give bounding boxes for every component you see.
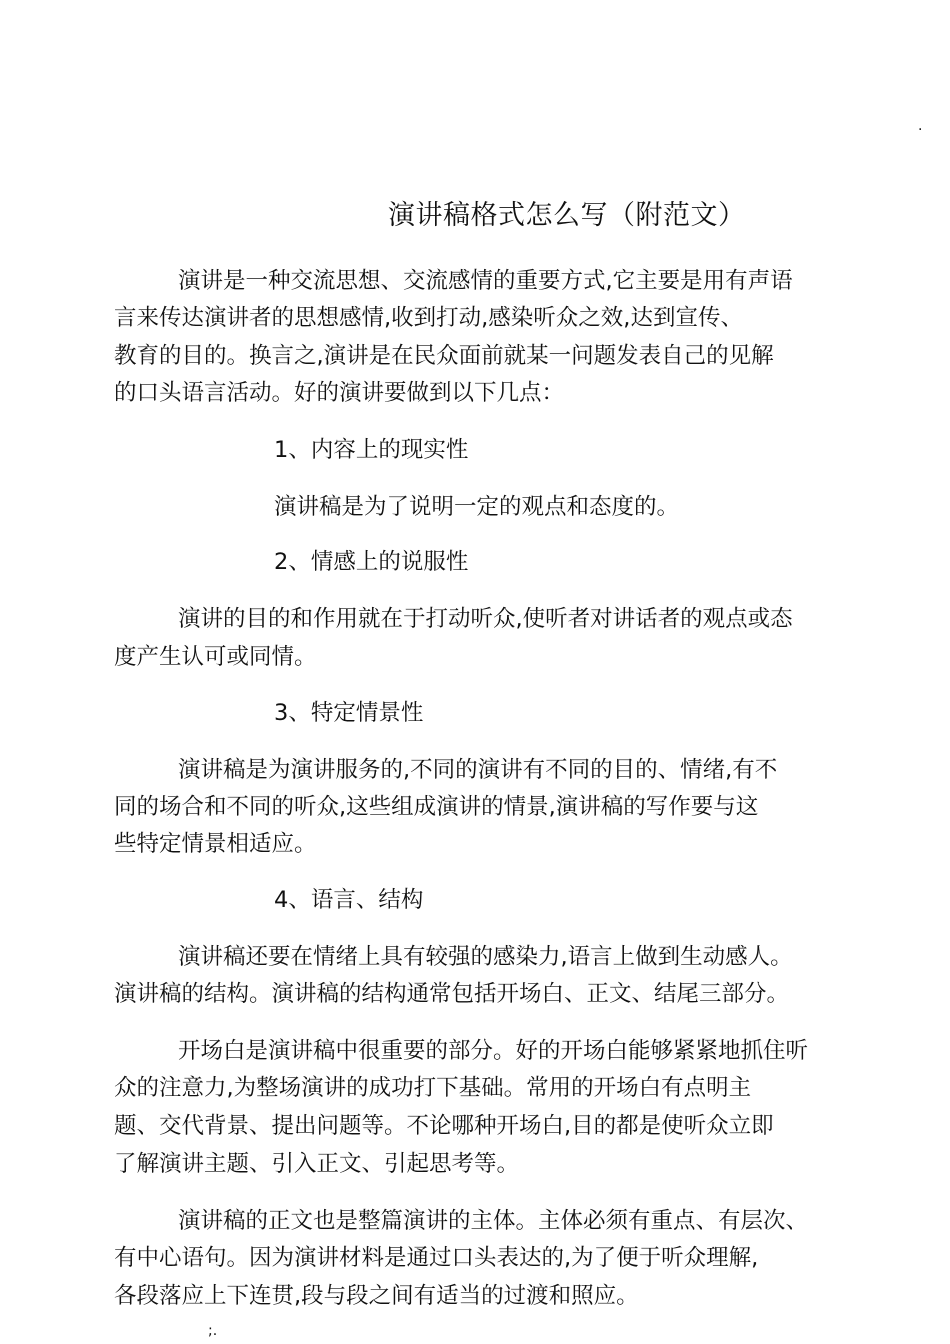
paragraph-line: 同的场合和不同的听众,这些组成演讲的情景,演讲稿的写作要与这 (114, 794, 759, 820)
section-heading: 2、情感上的说服性 (274, 549, 469, 575)
paragraph-line: 各段落应上下连贯,段与段之间有适当的过渡和照应。 (114, 1283, 639, 1309)
intro-line: 演讲是一种交流思想、交流感情的重要方式,它主要是用有声语 (178, 268, 793, 294)
paragraph-line: 题、交代背景、提出问题等。不论哪种开场白,目的都是使听众立即 (114, 1113, 774, 1139)
paragraph-line: 演讲稿是为演讲服务的,不同的演讲有不同的目的、情绪,有不 (178, 757, 778, 783)
section-heading: 1、内容上的现实性 (274, 437, 469, 463)
section-heading: 4、语言、结构 (274, 887, 424, 913)
section-heading: 3、特定情景性 (274, 700, 424, 726)
intro-line: 的口头语言活动。好的演讲要做到以下几点： (114, 380, 565, 406)
paragraph-line: 演讲稿的结构。演讲稿的结构通常包括开场白、正文、结尾三部分。 (114, 981, 790, 1007)
paragraph-line: 些特定情景相适应。 (114, 831, 317, 857)
paragraph-line: 演讲稿的正文也是整篇演讲的主体。主体必须有重点、有层次、 (178, 1208, 809, 1234)
paragraph-line: 度产生认可或同情。 (114, 644, 317, 670)
footer-mark: ;. (208, 1323, 218, 1339)
paragraph-line: 众的注意力,为整场演讲的成功打下基础。常用的开场白有点明主 (114, 1075, 752, 1101)
paragraph-line: 开场白是演讲稿中很重要的部分。好的开场白能够紧紧地抓住听 (178, 1038, 809, 1064)
intro-line: 言来传达演讲者的思想感情,收到打动,感染听众之效,达到宣传、 (114, 305, 743, 331)
paragraph-line: 演讲稿还要在情绪上具有较强的感染力,语言上做到生动感人。 (178, 944, 793, 970)
paragraph-line: 演讲的目的和作用就在于打动听众,使听者对讲话者的观点或态 (178, 606, 793, 632)
page-title: 演讲稿格式怎么写（附范文） (388, 200, 746, 231)
paragraph-line: 了解演讲主题、引入正文、引起思考等。 (114, 1151, 520, 1177)
corner-mark: . (918, 118, 923, 134)
intro-line: 教育的目的。换言之,演讲是在民众面前就某一问题发表自己的见解 (114, 343, 774, 369)
section-text: 演讲稿是为了说明一定的观点和态度的。 (274, 494, 680, 520)
paragraph-line: 有中心语句。因为演讲材料是通过口头表达的,为了便于听众理解, (114, 1245, 759, 1271)
